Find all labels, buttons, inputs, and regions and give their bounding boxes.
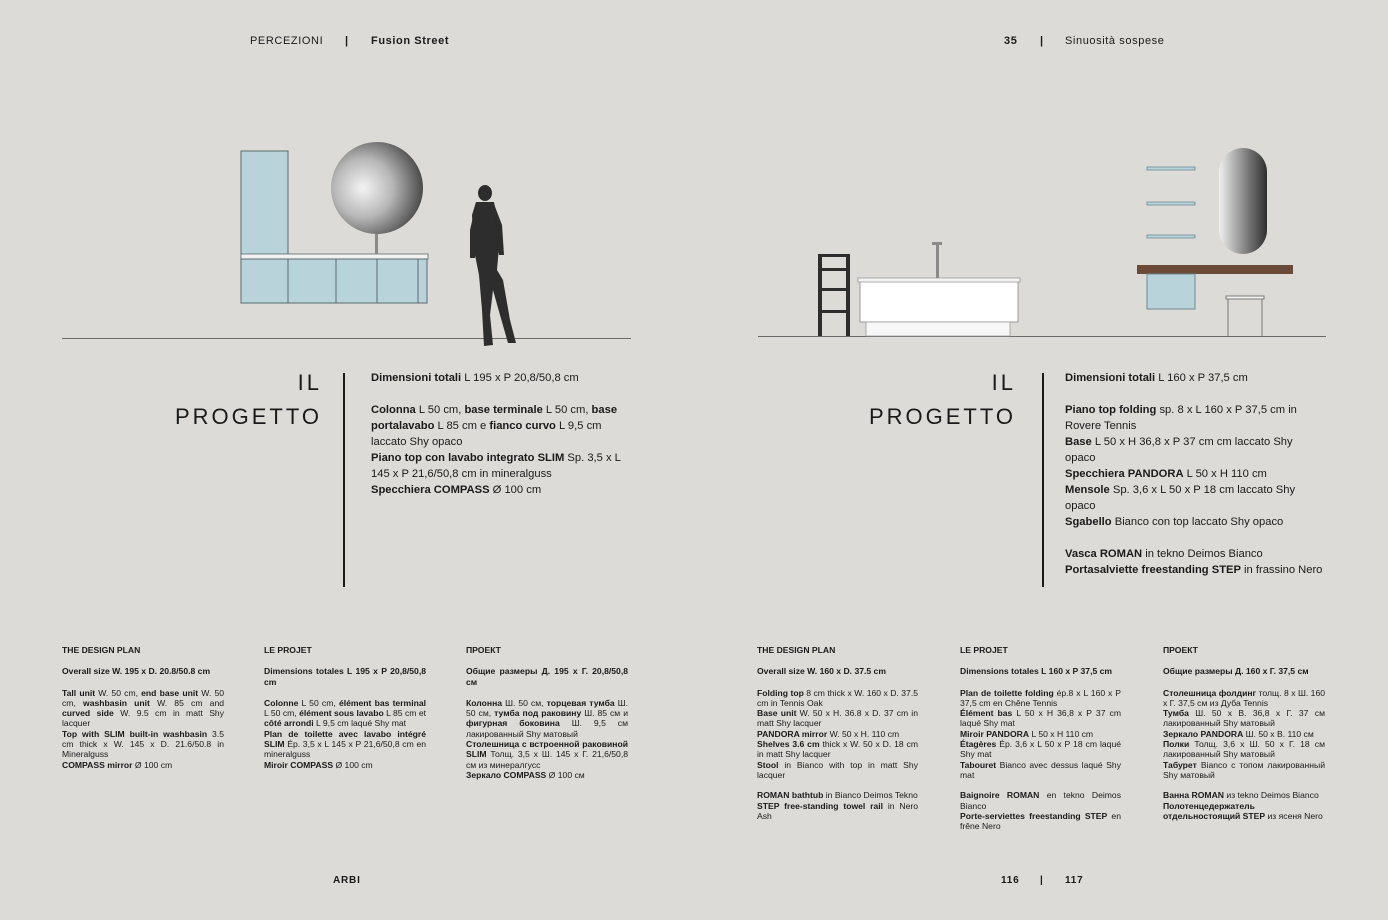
spec-label: base portalavabo: [371, 404, 618, 432]
faucet: [375, 234, 378, 254]
pandora-mirror: [1219, 148, 1267, 254]
column-english: [62, 645, 224, 770]
spec-label: Piano top folding: [1065, 404, 1157, 416]
countertop: [241, 254, 428, 259]
spec-label: Plan de toilette folding: [960, 687, 1054, 698]
folding-top: [1137, 265, 1293, 274]
spec-label: Base unit: [757, 708, 797, 719]
footer-page-right: 117: [1065, 875, 1084, 886]
column-french: [264, 645, 426, 770]
column-russian: [1163, 645, 1325, 821]
column-paragraph: Élément bas L 50 x H 36,8 x P 37 cm laqué Shy mat: [960, 708, 1121, 729]
spec-label: Столешница фолдинг: [1163, 687, 1257, 698]
spec-label: élément sous lavabo: [299, 708, 384, 719]
spec-label: PANDORA mirror: [757, 728, 828, 739]
column-paragraph: Plan de toilette folding ép.8 x L 160 x P 37,5 cm en Chêne Tennis: [960, 687, 1121, 708]
column-overall-size: Общие размеры Д. 195 x Г. 20,8/50,8 см: [466, 666, 628, 687]
column-paragraph: Табурет Bianco с топом лакированный Shy матовый: [1163, 759, 1325, 780]
column-paragraph: COMPASS mirror Ø 100 cm: [62, 759, 173, 770]
floor-line: [62, 338, 631, 339]
floor-line: [758, 336, 1326, 337]
spec-line: Vasca ROMAN in tekno Deimos Bianco: [1065, 548, 1263, 560]
spec-label: Колонна: [466, 697, 503, 708]
column-overall-size: Overall size W. 160 x D. 37.5 cm: [757, 666, 886, 677]
spec-label: Shelves 3.6 cm: [757, 739, 820, 750]
spec-label: COMPASS mirror: [62, 759, 133, 770]
spec-label: фигурная боковина: [466, 718, 560, 729]
column-paragraph: Tabouret Bianco avec dessus laqué Shy mat: [960, 759, 1121, 780]
column-paragraph: Колонна Ш. 50 см, торцевая тумба Ш. 50 см, тумба под раковину Ш. 85 см и фигурная боковина Ш. 9,5 см лакированный Shy матовый: [466, 697, 628, 739]
footer-brand: ARBI: [333, 875, 361, 886]
spec-line: Portasalviette freestanding STEP in frassino Nero: [1065, 564, 1323, 576]
spec-label: Specchiera PANDORA: [1065, 468, 1184, 480]
spec-label: Sgabello: [1065, 516, 1112, 528]
column-paragraph: Stool in Bianco with top in matt Shy lacquer: [757, 759, 918, 780]
project-title: IL PROGETTO: [868, 370, 1016, 429]
spec-label: торцевая тумба: [546, 697, 615, 708]
spec-label: Plan de toilette avec lavabo intégré SLIM: [264, 728, 426, 750]
column-heading: ПРОЕКТ: [466, 645, 501, 655]
bathtub: [860, 280, 1018, 322]
spec-label: Тумба: [1163, 708, 1189, 719]
column-paragraph: STEP free-standing towel rail in Nero Ash: [757, 800, 919, 821]
spec-label: Vasca ROMAN: [1065, 548, 1143, 560]
spec-label: Ванна ROMAN: [1163, 790, 1224, 801]
spec-line: Dimensioni totali L 195 x P 20,8/50,8 cm: [371, 372, 579, 384]
spacer: [1065, 530, 1323, 546]
column-paragraph: Тумба Ш. 50 x В. 36,8 x Г. 37 см лакированный Shy матовый: [1163, 708, 1325, 729]
header-collection: Fusion Street: [371, 35, 450, 47]
spec-label: Piano top con lavabo integrato SLIM: [371, 452, 565, 464]
column-paragraph: Столешница фолдинг толщ. 8 x Ш. 160 x Г. 37,5 см из Дуба Tennis: [1163, 687, 1325, 708]
column-paragraph: Shelves 3.6 cm thick x W. 50 x D. 18 cm in matt Shy lacquer: [757, 739, 918, 760]
header-separator: |: [345, 35, 349, 47]
spec-line: Sgabello Bianco con top laccato Shy opaco: [1065, 516, 1284, 528]
spec-label: Folding top: [757, 687, 804, 698]
faucet: [936, 242, 939, 278]
spec-label: Porte-serviettes freestanding STEP: [960, 810, 1108, 821]
spec-label: Столешница с встроенной раковиной SLIM: [466, 739, 628, 760]
column-paragraph: ROMAN bathtub in Bianco Deimos Tekno: [757, 790, 918, 801]
spec-label: STEP free-standing towel rail: [757, 800, 884, 811]
spec-label: Dimensioni totali: [1065, 372, 1156, 384]
spec-line: Base L 50 x H 36,8 x P 37 cm cm laccato Shy opaco: [1065, 436, 1293, 464]
column-paragraph: Étagères Ép. 3,6 x L 50 x P 18 cm laqué Shy mat: [960, 739, 1121, 760]
spec-label: Tall unit: [62, 687, 96, 698]
spec-label: curved side: [62, 708, 114, 719]
spec-label: Baignoire ROMAN: [960, 790, 1040, 801]
column-paragraph: Plan de toilette avec lavabo intégré SLIM Ép. 3,5 x L 145 x P 21,6/50,8 cm en mineralguss: [264, 728, 426, 760]
spec-label: Miroir PANDORA: [960, 728, 1030, 739]
stool: [1226, 296, 1264, 336]
column-paragraph: Miroir COMPASS Ø 100 cm: [264, 759, 373, 770]
spec-label: тумба под раковину: [494, 708, 582, 719]
spec-label: Dimensioni totali: [371, 372, 462, 384]
towel-rail: [818, 254, 850, 336]
header-page-number: 35: [1004, 35, 1018, 47]
spacer: [757, 780, 918, 790]
spec-line: Dimensioni totali L 160 x P 37,5 cm: [1065, 372, 1248, 384]
column-paragraph: Top with SLIM built-in washbasin 3.5 cm thick x W. 145 x D. 21.6/50.8 in Mineralguss: [62, 728, 224, 760]
spacer: [371, 386, 633, 402]
column-paragraph: Столешница с встроенной раковиной SLIM Толщ. 3,5 x Ш. 145 x Г. 21,6/50,8 см из минералгусс: [466, 739, 628, 770]
shelf: [1147, 235, 1195, 238]
spec-label: Miroir COMPASS: [264, 759, 334, 770]
spec-label: ROMAN bathtub: [757, 790, 824, 801]
spec-label: base terminale: [464, 404, 543, 416]
spec-label: Mensole: [1065, 484, 1110, 496]
column-paragraph: Полотенцедержатель отдельностоящий STEP из ясеня Nero: [1163, 800, 1323, 821]
column-heading: THE DESIGN PLAN: [757, 645, 836, 655]
spec-label: Зеркало COMPASS: [466, 769, 547, 780]
spec-label: Élément bas: [960, 708, 1013, 719]
header-section: Sinuosità sospese: [1065, 35, 1165, 47]
round-mirror: [331, 142, 423, 234]
spec-line: Colonna L 50 cm, base terminale L 50 cm, base portalavabo L 85 cm e fianco curvo L 9,5 cm laccato Shy opaco: [371, 404, 618, 448]
divider-line: [1042, 373, 1044, 587]
column-paragraph: Ванна ROMAN из tekno Deimos Bianco: [1163, 790, 1319, 801]
shelf: [1147, 167, 1195, 170]
column-russian: [466, 645, 628, 780]
spec-label: Полотенцедержатель отдельностоящий STEP: [1163, 800, 1266, 821]
footer-page-left: 116: [1001, 875, 1020, 886]
spec-label: end base unit: [141, 687, 199, 698]
column-paragraph: Полки Толщ. 3,6 x Ш. 50 x Г. 18 см лакированный Shy матовый: [1163, 739, 1325, 760]
column-paragraph: PANDORA mirror W. 50 x H. 110 cm: [757, 728, 900, 739]
header-section: PERCEZIONI: [250, 35, 324, 47]
spacer: [1163, 780, 1325, 790]
shelf: [1147, 202, 1195, 205]
spec-label: Зеркало PANDORA: [1163, 728, 1244, 739]
base-unit: [1147, 274, 1195, 309]
spec-label: Полки: [1163, 739, 1190, 750]
column-paragraph: Porte-serviettes freestanding STEP en frêne Nero: [960, 810, 1121, 832]
column-paragraph: Colonne L 50 cm, élément bas terminal L 50 cm, élément sous lavabo L 85 cm et côté arrondi L 9,5 cm laqué Shy mat: [264, 697, 426, 729]
spec-label: Colonna: [371, 404, 416, 416]
column-overall-size: Общие размеры Д. 160 x Г. 37,5 см: [1163, 666, 1309, 677]
column-overall-size: Dimensions totales L 160 x P 37,5 cm: [960, 666, 1113, 677]
column-paragraph: Miroir PANDORA L 50 x H 110 cm: [960, 728, 1094, 739]
spec-line: Specchiera COMPASS Ø 100 cm: [371, 484, 542, 496]
spacer: [960, 780, 1121, 790]
left-elevation-drawing: [0, 130, 694, 365]
base-cabinet: [288, 259, 336, 303]
spec-label: Étagères: [960, 739, 997, 750]
spec-label: Top with SLIM built-in washbasin: [62, 728, 208, 739]
footer-separator: |: [1040, 875, 1044, 886]
spec-label: Stool: [757, 759, 779, 770]
spec-label: Табурет: [1163, 759, 1197, 770]
divider-line: [343, 373, 345, 587]
spec-line: Piano top folding sp. 8 x L 160 x P 37,5 cm in Rovere Tennis: [1065, 404, 1297, 432]
column-paragraph: Tall unit W. 50 cm, end base unit W. 50 cm, washbasin unit W. 85 cm and curved side W. 9.5 cm in matt Shy lacquer: [62, 687, 225, 729]
specs-list: [371, 370, 633, 498]
column-english: [757, 645, 918, 821]
column-heading: LE PROJET: [264, 645, 312, 655]
spec-line: Mensole Sp. 3,6 x L 50 x P 18 cm laccato Shy opaco: [1065, 484, 1296, 512]
header-separator: |: [1040, 35, 1044, 47]
spacer: [1065, 386, 1323, 402]
specs-list: [1065, 370, 1323, 578]
column-heading: THE DESIGN PLAN: [62, 645, 141, 655]
spec-label: Colonne: [264, 697, 299, 708]
spec-line: Piano top con lavabo integrato SLIM Sp. 3,5 x L 145 x P 21,6/50,8 cm in mineralguss: [371, 452, 621, 480]
spec-label: Portasalviette freestanding STEP: [1065, 564, 1241, 576]
project-title: IL PROGETTO: [174, 370, 322, 429]
column-paragraph: Folding top 8 cm thick x W. 160 x D. 37.5 cm in Tennis Oak: [757, 687, 918, 708]
spec-line: Specchiera PANDORA L 50 x H 110 cm: [1065, 468, 1267, 480]
spec-label: Base: [1065, 436, 1092, 448]
column-heading: ПРОЕКТ: [1163, 645, 1198, 655]
spec-label: fianco curvo: [489, 420, 556, 432]
column-paragraph: Зеркало COMPASS Ø 100 см: [466, 769, 585, 780]
spec-label: Tabouret: [960, 759, 997, 770]
spec-label: côté arrondi: [264, 718, 314, 729]
column-paragraph: Зеркало PANDORA Ш. 50 x В. 110 см: [1163, 728, 1314, 739]
column-overall-size: Overall size W. 195 x D. 20.8/50.8 cm: [62, 666, 211, 677]
column-paragraph: Base unit W. 50 x H. 36.8 x D. 37 cm in matt Shy lacquer: [757, 708, 918, 729]
spec-label: élément bas terminal: [338, 697, 426, 708]
column-paragraph: Baignoire ROMAN en tekno Deimos Bianco: [960, 790, 1122, 811]
column-overall-size: Dimensions totales L 195 x P 20,8/50,8 cm: [264, 666, 426, 687]
spec-label: Specchiera COMPASS: [371, 484, 490, 496]
spec-label: washbasin unit: [83, 697, 150, 708]
column-french: [960, 645, 1121, 831]
right-elevation-drawing: [694, 130, 1388, 365]
person-figure: [470, 185, 516, 346]
column-heading: LE PROJET: [960, 645, 1008, 655]
